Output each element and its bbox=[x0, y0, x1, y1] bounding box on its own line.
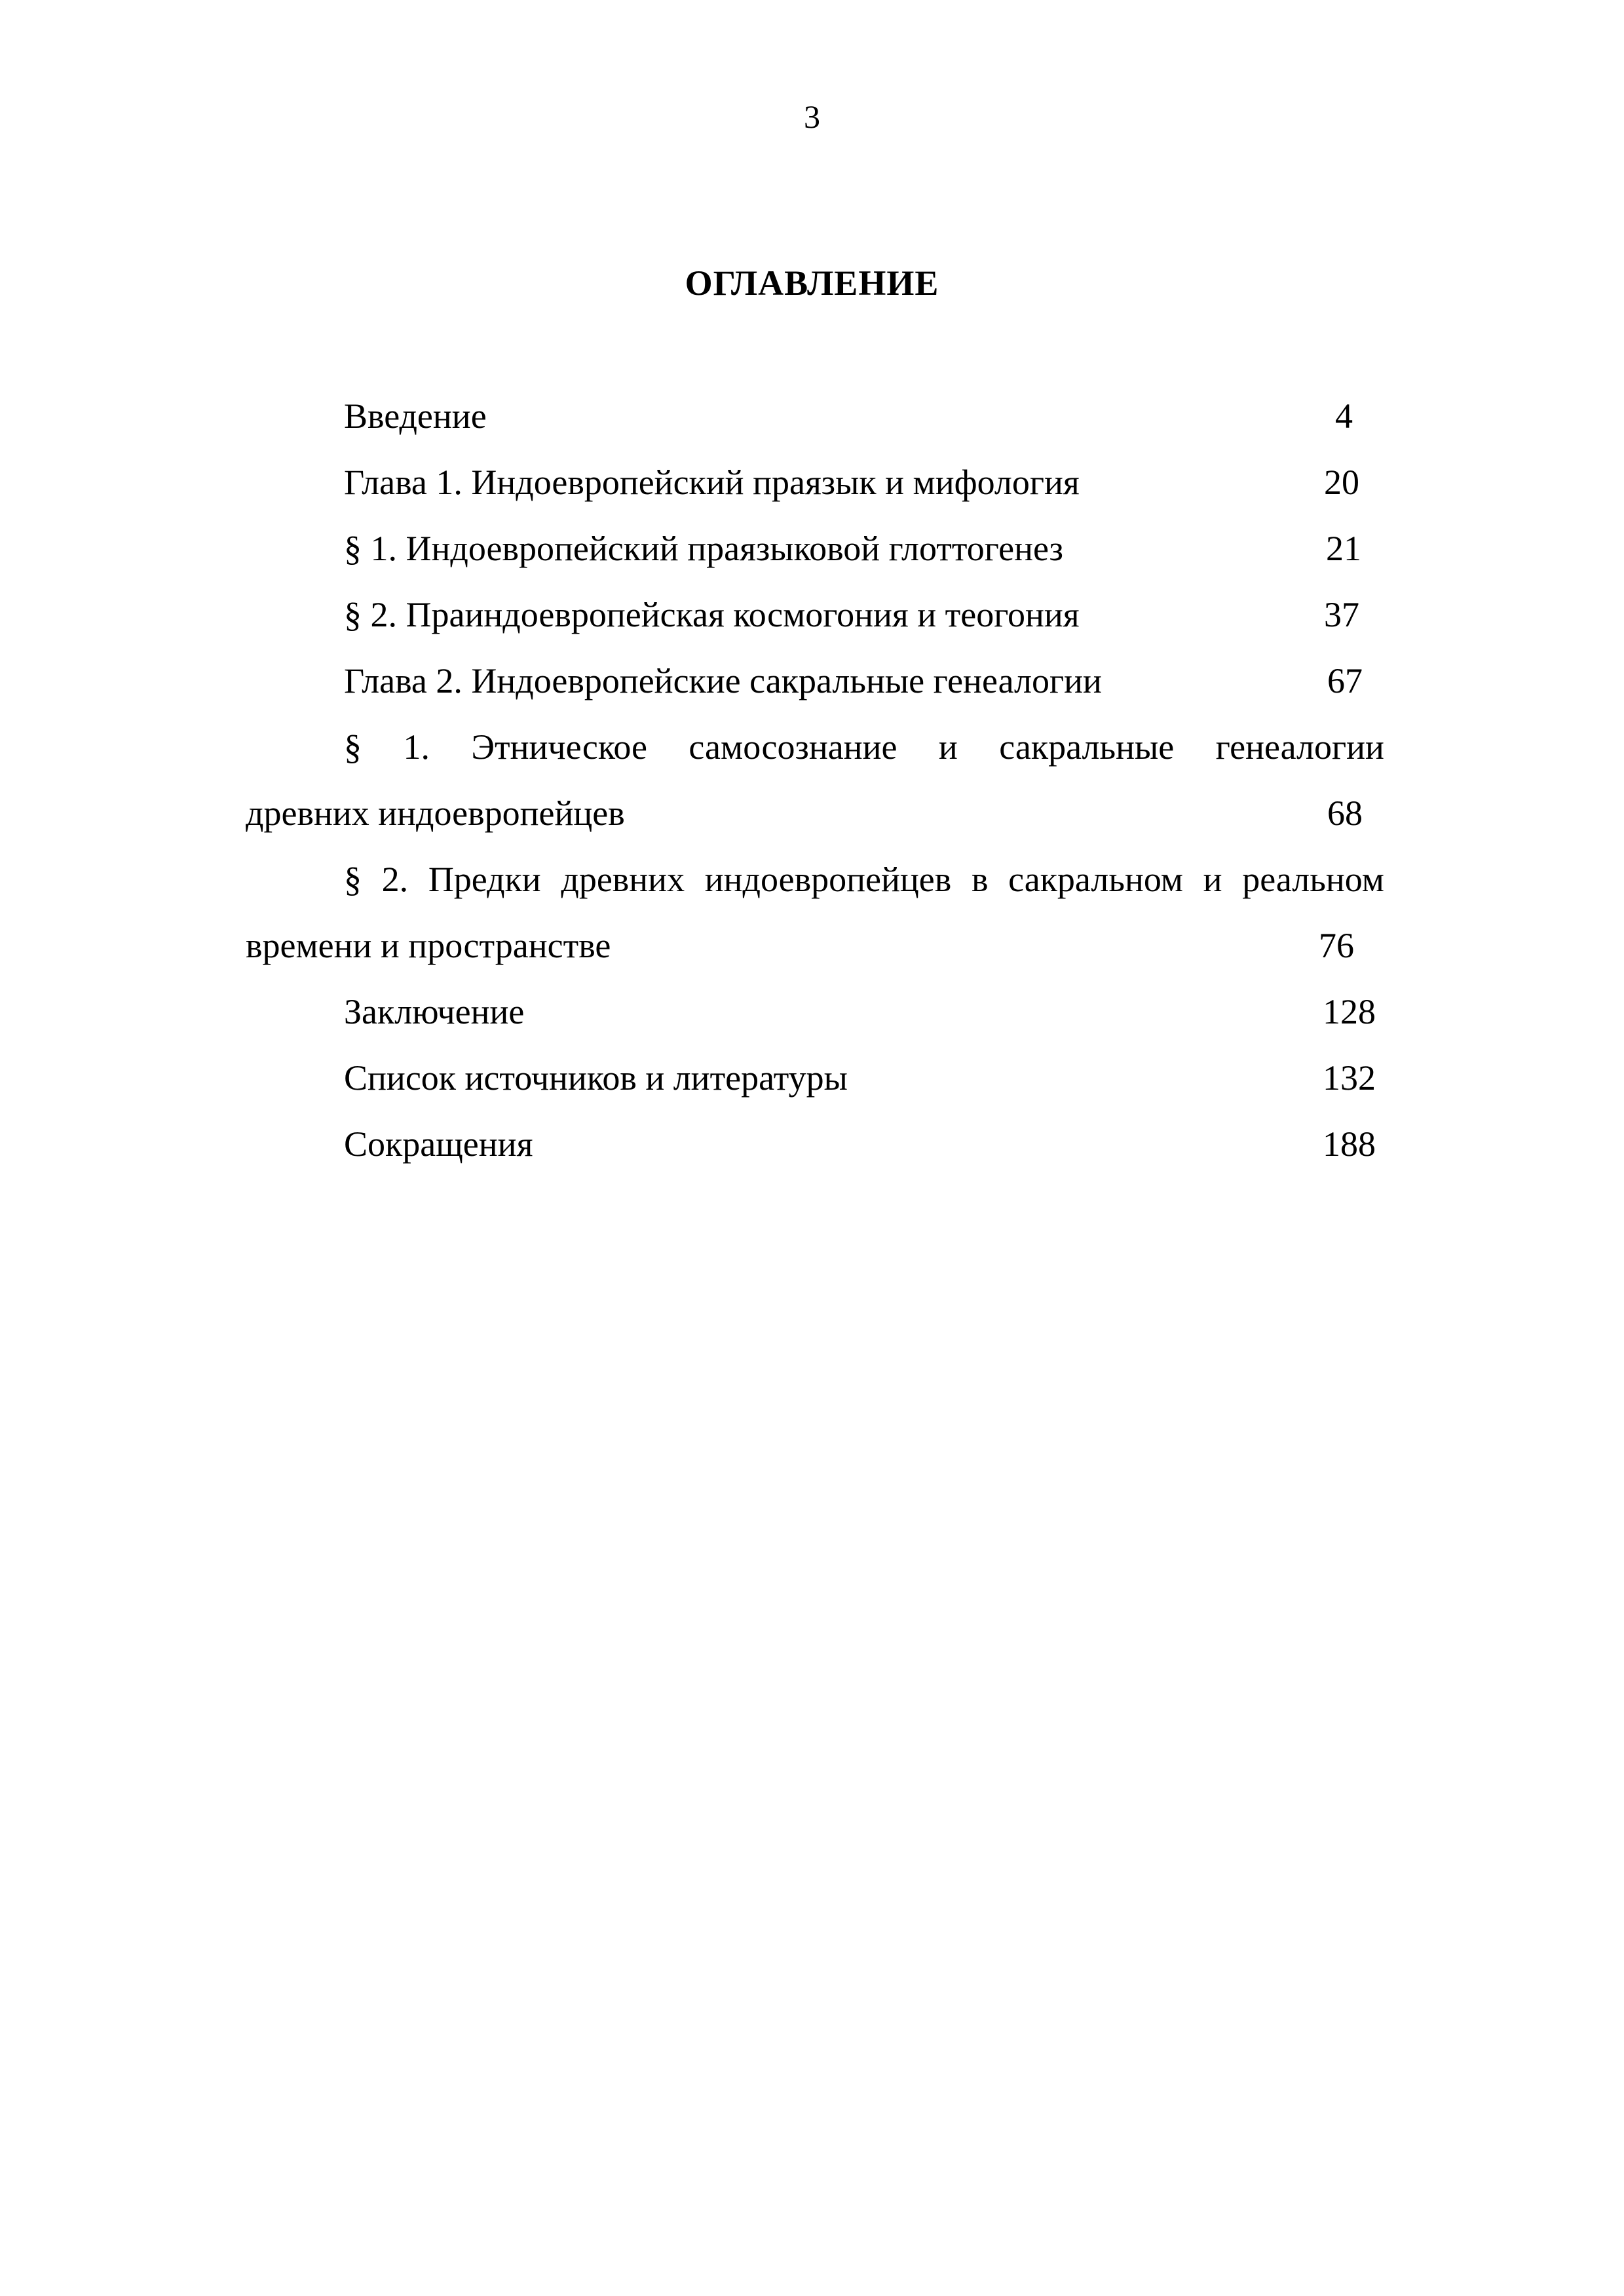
toc-entry-chapter-2-section-1-line-2: древних индоевропейцев bbox=[246, 794, 625, 833]
toc-entry-chapter-1-section-2: § 2. Праиндоевропейская космогония и теогония bbox=[344, 595, 1080, 634]
toc-page-abbreviations: 188 bbox=[1323, 1124, 1376, 1164]
toc-entry-abbreviations: Сокращения bbox=[344, 1124, 533, 1164]
toc-word: и bbox=[1203, 860, 1222, 899]
toc-page-chapter-2-section-1: 68 bbox=[1327, 794, 1363, 833]
toc-page-sources: 132 bbox=[1323, 1058, 1376, 1098]
toc-page-chapter-1: 20 bbox=[1324, 463, 1359, 502]
toc-entry-chapter-2: Глава 2. Индоевропейские сакральные генеалогии bbox=[344, 661, 1102, 700]
toc-word: и bbox=[938, 727, 958, 767]
toc-word: 2. bbox=[381, 860, 409, 899]
toc-entry-chapter-2-section-2-line-1 bbox=[344, 858, 1384, 900]
toc-word: сакральные bbox=[999, 727, 1175, 767]
toc-page-conclusion: 128 bbox=[1323, 992, 1376, 1031]
toc-page-introduction: 4 bbox=[1335, 396, 1353, 436]
toc-page-chapter-2-section-2: 76 bbox=[1319, 926, 1354, 965]
toc-word: сакральном bbox=[1008, 860, 1183, 899]
toc-entry-chapter-2-section-2-line-2: времени и пространстве bbox=[246, 926, 611, 965]
toc-entry-chapter-1: Глава 1. Индоевропейский праязык и мифология bbox=[344, 463, 1080, 502]
toc-page-chapter-2: 67 bbox=[1327, 661, 1363, 700]
toc-entry-introduction: Введение bbox=[344, 396, 487, 436]
toc-word: реальном bbox=[1242, 860, 1384, 899]
toc-entry-sources: Список источников и литературы bbox=[344, 1058, 848, 1098]
page-number: 3 bbox=[804, 98, 820, 135]
toc-word: Предки bbox=[428, 860, 541, 899]
toc-word: древних bbox=[561, 860, 685, 899]
toc-entry-chapter-2-section-1-line-1 bbox=[344, 726, 1384, 768]
toc-word: § bbox=[344, 727, 362, 767]
toc-word: самосознание bbox=[689, 727, 897, 767]
toc-entry-chapter-1-section-1: § 1. Индоевропейский праязыковой глоттогенез bbox=[344, 529, 1063, 568]
toc-word: 1. bbox=[403, 727, 430, 767]
page-title: ОГЛАВЛЕНИЕ bbox=[685, 263, 939, 303]
toc-word: в bbox=[971, 860, 989, 899]
toc-page-chapter-1-section-1: 21 bbox=[1326, 529, 1361, 568]
toc-word: генеалогии bbox=[1215, 727, 1384, 767]
toc-word: Этническое bbox=[471, 727, 647, 767]
toc-word: индоевропейцев bbox=[704, 860, 952, 899]
toc-entry-conclusion: Заключение bbox=[344, 992, 525, 1031]
toc-page-chapter-1-section-2: 37 bbox=[1324, 595, 1359, 634]
toc-word: § bbox=[344, 860, 362, 899]
